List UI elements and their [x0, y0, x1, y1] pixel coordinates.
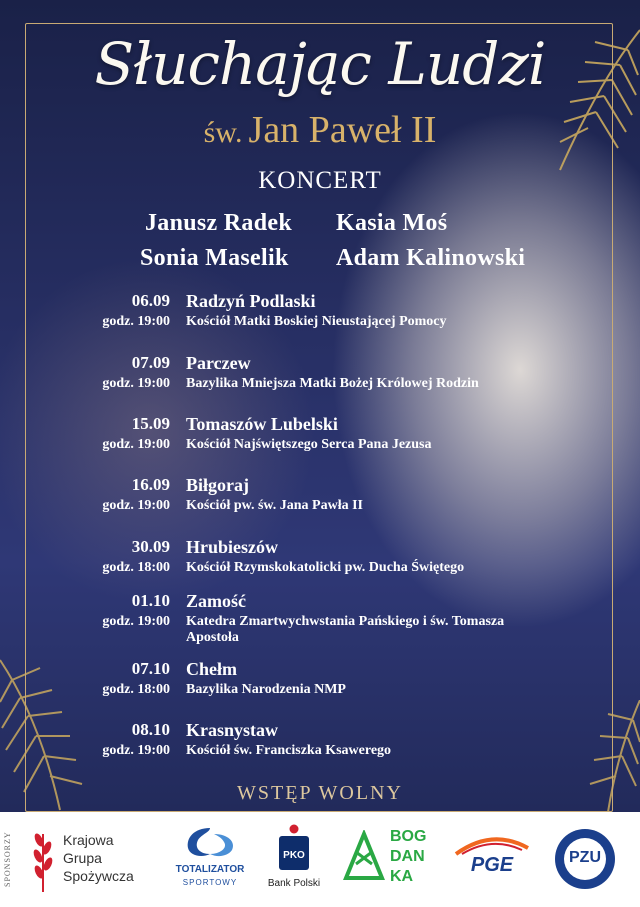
bogdanka-line-3: KA	[390, 868, 414, 885]
free-entry-label: WSTĘP WOLNY	[237, 782, 403, 804]
event-time: godz. 19:00	[102, 376, 170, 391]
event-date: 07.10	[131, 659, 170, 678]
kgs-line-3: Spożywcza	[63, 868, 134, 884]
event-venue: Bazylika Mniejsza Matki Bożej Królowej Rodzin	[186, 376, 479, 391]
event-venue: Kościół św. Franciszka Ksawerego	[186, 743, 392, 758]
pko-piggy-bank-icon	[277, 824, 311, 872]
subtitle-name: Jan Paweł II	[248, 109, 437, 151]
event-date: 01.10	[131, 591, 170, 610]
totalizator-logo	[172, 822, 248, 898]
kgs-logo	[28, 824, 158, 894]
event-city: Parczew	[186, 353, 251, 373]
totalizator-line-1: TOTALIZATOR	[175, 864, 245, 875]
pzu-name: PZU	[569, 849, 601, 866]
artist-name: Kasia Moś	[336, 210, 448, 236]
event-time: godz. 19:00	[102, 314, 170, 329]
kgs-line-1: Krajowa	[63, 832, 114, 848]
poster-title: Słuchając Ludzi	[94, 30, 546, 98]
pge-logo	[452, 834, 532, 884]
event-venue: Bazylika Narodzenia NMP	[186, 682, 346, 697]
event-venue: Kościół Matki Boskiej Nieustającej Pomocy	[186, 314, 447, 329]
sponsors-label: SPONSORZY	[3, 831, 12, 888]
event-venue: Kościół Najświętszego Serca Pana Jezusa	[186, 437, 432, 452]
event-time: godz. 19:00	[102, 614, 170, 629]
pge-name: PGE	[470, 854, 514, 876]
event-date: 08.10	[131, 720, 170, 739]
event-city: Zamość	[186, 591, 246, 611]
event-city: Krasnystaw	[186, 720, 279, 740]
event-city: Tomaszów Lubelski	[186, 414, 338, 434]
artist-name: Sonia Maselik	[140, 245, 289, 271]
artist-name: Adam Kalinowski	[336, 245, 526, 271]
bogdanka-line-2: DAN	[390, 848, 425, 865]
event-city: Chełm	[186, 659, 237, 679]
kgs-line-2: Grupa	[63, 850, 102, 866]
event-date: 06.09	[131, 291, 170, 310]
sponsors-bar	[0, 812, 640, 907]
kgs-wheat-icon	[28, 826, 58, 892]
bogdanka-logo	[342, 826, 438, 896]
event-date: 30.09	[131, 537, 170, 556]
poster-subtitle	[0, 108, 640, 152]
bogdanka-mine-icon	[342, 830, 386, 882]
bogdanka-line-1: BOG	[390, 828, 427, 845]
event-city: Biłgoraj	[186, 475, 249, 495]
event-time: godz. 18:00	[102, 560, 170, 575]
event-date: 07.09	[131, 353, 170, 372]
pge-arc-icon	[452, 834, 532, 856]
subtitle-prefix: św.	[203, 116, 243, 149]
pko-caption: Bank Polski	[267, 878, 321, 889]
event-venue: Katedra Zmartwychwstania Pańskiego i św. Tomasza Apostoła	[186, 614, 505, 645]
event-time: godz. 18:00	[102, 682, 170, 697]
totalizator-swoosh-icon	[180, 824, 240, 860]
event-time: godz. 19:00	[102, 437, 170, 452]
event-date: 16.09	[131, 475, 170, 494]
artist-name: Janusz Radek	[145, 210, 292, 236]
pko-logo	[262, 822, 326, 898]
event-city: Radzyń Podlaski	[186, 291, 316, 311]
event-time: godz. 19:00	[102, 498, 170, 513]
concert-label: KONCERT	[258, 167, 382, 194]
event-date: 15.09	[131, 414, 170, 433]
event-venue: Kościół Rzymskokatolicki pw. Ducha Świętego	[186, 560, 465, 575]
event-time: godz. 19:00	[102, 743, 170, 758]
pko-mark: PKO	[283, 850, 305, 861]
pzu-logo	[552, 826, 618, 892]
event-venue: Kościół pw. św. Jana Pawła II	[186, 498, 363, 513]
event-city: Hrubieszów	[186, 537, 278, 557]
totalizator-line-2: SPORTOWY	[182, 878, 238, 887]
